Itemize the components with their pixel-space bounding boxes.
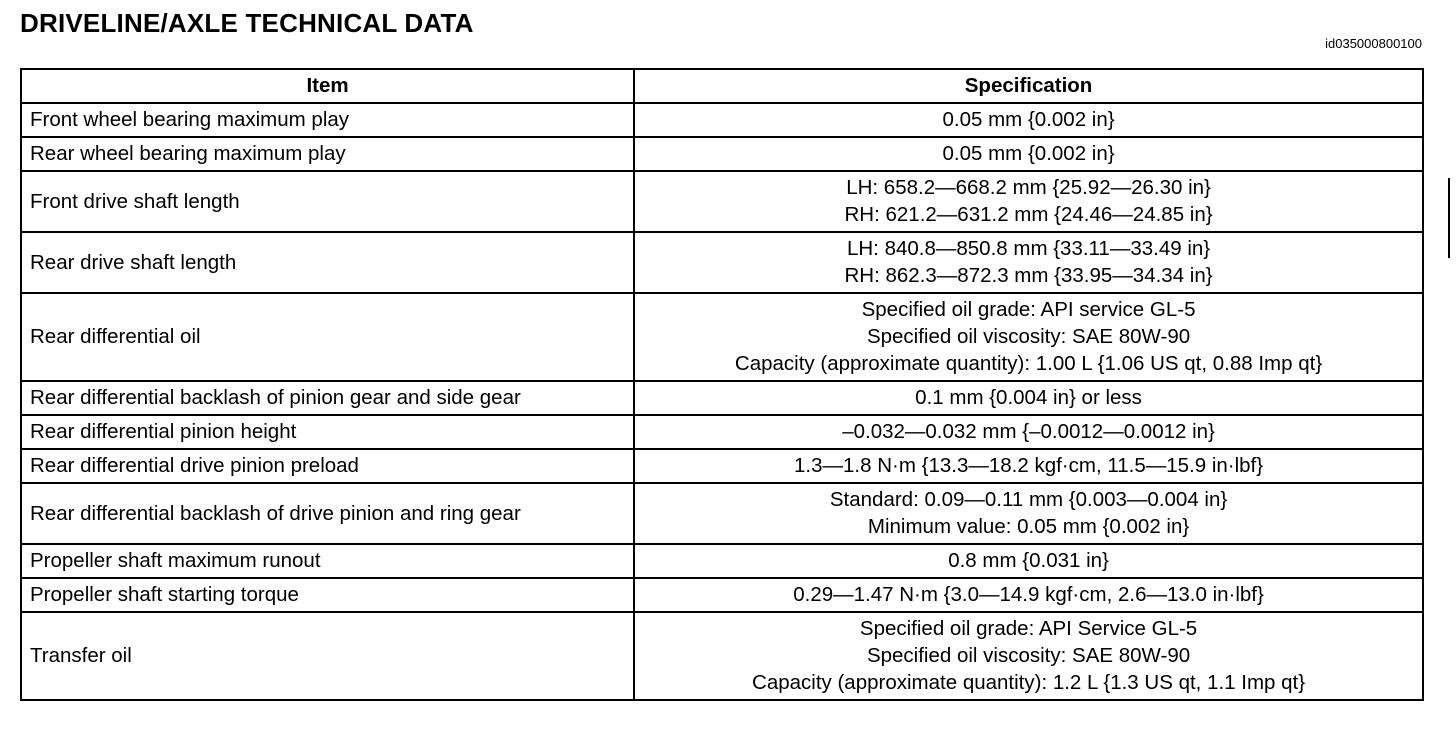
spec-line: –0.032—0.032 mm {–0.0012—0.0012 in}	[842, 420, 1215, 443]
spec-line: RH: 862.3—872.3 mm {33.95—34.34 in}	[844, 264, 1213, 287]
spec-line: Specified oil grade: API Service GL-5	[859, 617, 1198, 640]
spec-line: 0.05 mm {0.002 in}	[942, 142, 1115, 165]
spec-cell	[634, 449, 1423, 483]
header-specification: Specification	[634, 69, 1423, 103]
spec-cell	[634, 381, 1423, 415]
spec-line: RH: 621.2—631.2 mm {24.46—24.85 in}	[844, 203, 1213, 226]
spec-cell	[634, 293, 1423, 381]
item-cell: Rear differential drive pinion preload	[21, 449, 634, 483]
spec-line: 0.29—1.47 N·m {3.0—14.9 kgf·cm, 2.6—13.0 in·lbf}	[793, 583, 1264, 606]
table-row	[21, 449, 1423, 483]
table-row	[21, 612, 1423, 700]
spec-cell	[634, 544, 1423, 578]
spec-line: Specified oil viscosity: SAE 80W-90	[866, 644, 1191, 667]
item-cell: Rear differential backlash of drive pinion and ring gear	[21, 483, 634, 544]
table-row	[21, 483, 1423, 544]
spec-line: 0.1 mm {0.004 in} or less	[915, 386, 1142, 409]
spec-line: 1.3—1.8 N·m {13.3—18.2 kgf·cm, 11.5—15.9 in·lbf}	[794, 454, 1264, 477]
spec-line: Minimum value: 0.05 mm {0.002 in}	[867, 515, 1190, 538]
item-cell: Rear differential pinion height	[21, 415, 634, 449]
table-row	[21, 293, 1423, 381]
spec-line: Standard: 0.09—0.11 mm {0.003—0.004 in}	[829, 488, 1228, 511]
item-cell: Rear differential backlash of pinion gear and side gear	[21, 381, 634, 415]
spec-line: 0.8 mm {0.031 in}	[948, 549, 1109, 572]
table-row	[21, 381, 1423, 415]
spec-cell	[634, 415, 1423, 449]
spec-line: LH: 658.2—668.2 mm {25.92—26.30 in}	[846, 176, 1211, 199]
spec-line: LH: 840.8—850.8 mm {33.11—33.49 in}	[846, 237, 1211, 260]
item-cell: Rear drive shaft length	[21, 232, 634, 293]
spec-line: Capacity (approximate quantity): 1.2 L {1.3 US qt, 1.1 Imp qt}	[752, 671, 1306, 694]
table-header-row	[21, 69, 1423, 103]
table-row	[21, 137, 1423, 171]
margin-change-bar	[1448, 178, 1450, 258]
table-row	[21, 415, 1423, 449]
spec-cell	[634, 483, 1423, 544]
item-cell: Transfer oil	[21, 612, 634, 700]
table-row	[21, 171, 1423, 232]
table-row	[21, 544, 1423, 578]
table-row	[21, 232, 1423, 293]
spec-line: 0.05 mm {0.002 in}	[942, 108, 1115, 131]
spec-cell	[634, 171, 1423, 232]
spec-cell	[634, 232, 1423, 293]
item-cell: Rear wheel bearing maximum play	[21, 137, 634, 171]
item-cell: Rear differential oil	[21, 293, 634, 381]
spec-cell	[634, 137, 1423, 171]
technical-data-table	[20, 68, 1424, 701]
spec-cell	[634, 612, 1423, 700]
item-cell: Front drive shaft length	[21, 171, 634, 232]
item-cell: Front wheel bearing maximum play	[21, 103, 634, 137]
spec-line: Capacity (approximate quantity): 1.00 L {1.06 US qt, 0.88 Imp qt}	[734, 352, 1323, 375]
item-cell: Propeller shaft maximum runout	[21, 544, 634, 578]
spec-cell	[634, 578, 1423, 612]
item-cell: Propeller shaft starting torque	[21, 578, 634, 612]
spec-line: Specified oil grade: API service GL-5	[861, 298, 1196, 321]
spec-line: Specified oil viscosity: SAE 80W-90	[866, 325, 1191, 348]
document-id: id035000800100	[1325, 36, 1422, 51]
table-row	[21, 578, 1423, 612]
table-row	[21, 103, 1423, 137]
spec-cell	[634, 103, 1423, 137]
page-title: DRIVELINE/AXLE TECHNICAL DATA	[20, 8, 474, 38]
header-item: Item	[21, 69, 634, 103]
